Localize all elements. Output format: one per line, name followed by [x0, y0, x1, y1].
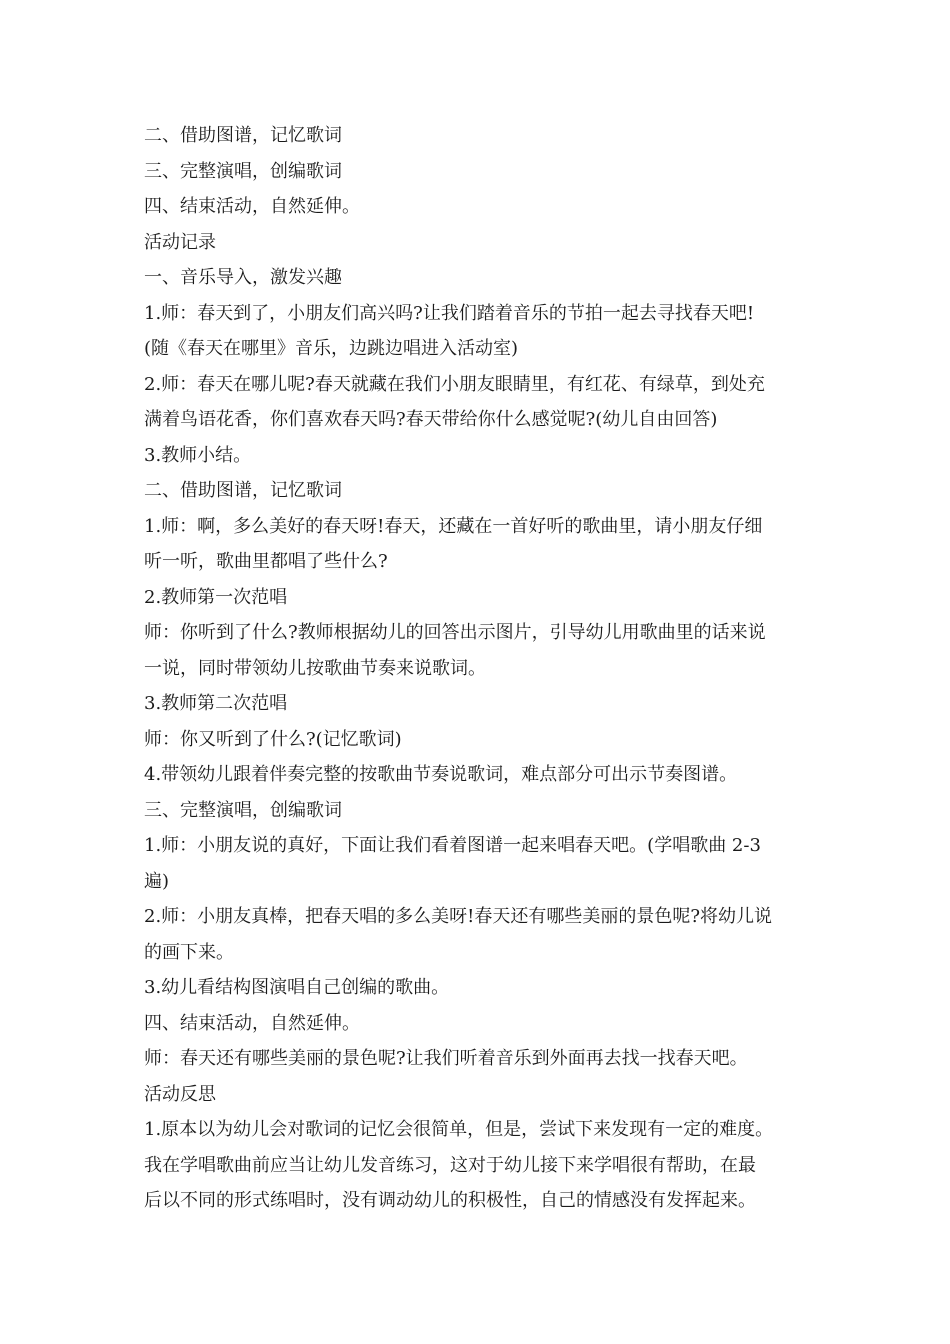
text-line: 四、结束活动，自然延伸。 — [144, 196, 360, 217]
text-line: 2.教师第一次范唱 — [144, 586, 288, 608]
text-line: 3.幼儿看结构图演唱自己创编的歌曲。 — [144, 977, 450, 998]
text-line: 活动反思 — [144, 1083, 216, 1105]
text-line: 我在学唱歌曲前应当让幼儿发音练习，这对于幼儿接下来学唱很有帮助，在最 — [144, 1154, 756, 1176]
text-line: 三、完整演唱，创编歌词 — [144, 799, 342, 821]
text-line: 2.师：春天在哪儿呢?春天就藏在我们小朋友眼睛里，有红花、有绿草，到处充 — [144, 373, 765, 395]
text-line: 二、借助图谱，记忆歌词 — [144, 125, 342, 146]
text-line: 一说，同时带领幼儿按歌曲节奏来说歌词。 — [144, 657, 486, 679]
text-line: 一、音乐导入，激发兴趣 — [144, 267, 342, 288]
text-line: 遍) — [144, 870, 170, 892]
text-line: 师：你又听到了什么?(记忆歌词) — [144, 728, 402, 750]
text-line: 2.师：小朋友真棒，把春天唱的多么美呀!春天还有哪些美丽的景色呢?将幼儿说 — [144, 906, 773, 927]
document-page — [144, 118, 824, 1219]
text-line: 3.教师第二次范唱 — [144, 693, 288, 714]
text-line: 1.师：小朋友说的真好，下面让我们看着图谱一起来唱春天吧。(学唱歌曲 2-3 — [144, 835, 761, 856]
text-line: 活动记录 — [144, 231, 216, 253]
text-line: 三、完整演唱，创编歌词 — [144, 160, 342, 182]
text-line: 3.教师小结。 — [144, 444, 252, 466]
text-line: 4.带领幼儿跟着伴奏完整的按歌曲节奏说歌词，难点部分可出示节奏图谱。 — [144, 764, 738, 785]
text-line: 二、借助图谱，记忆歌词 — [144, 480, 342, 501]
text-line: 听一听，歌曲里都唱了些什么? — [144, 551, 388, 572]
text-line: 的画下来。 — [144, 941, 234, 963]
text-line: 1.师：春天到了，小朋友们高兴吗?让我们踏着音乐的节拍一起去寻找春天吧! — [144, 302, 755, 324]
text-line: 四、结束活动，自然延伸。 — [144, 1012, 360, 1034]
text-line: 1.师：啊，多么美好的春天呀!春天，还藏在一首好听的歌曲里，请小朋友仔细 — [144, 515, 763, 537]
text-line: 师：春天还有哪些美丽的景色呢?让我们听着音乐到外面再去找一找春天吧。 — [144, 1048, 748, 1069]
text-line: 后以不同的形式练唱时，没有调动幼儿的积极性，自己的情感没有发挥起来。 — [144, 1190, 756, 1211]
text-line: 满着鸟语花香，你们喜欢春天吗?春天带给你什么感觉呢?(幼儿自由回答) — [144, 409, 718, 430]
text-line: 1.原本以为幼儿会对歌词的记忆会很简单，但是，尝试下来发现有一定的难度。 — [144, 1119, 774, 1140]
text-line: (随《春天在哪里》音乐，边跳边唱进入活动室) — [144, 338, 519, 359]
text-line: 师：你听到了什么?教师根据幼儿的回答出示图片，引导幼儿用歌曲里的话来说 — [144, 622, 766, 643]
